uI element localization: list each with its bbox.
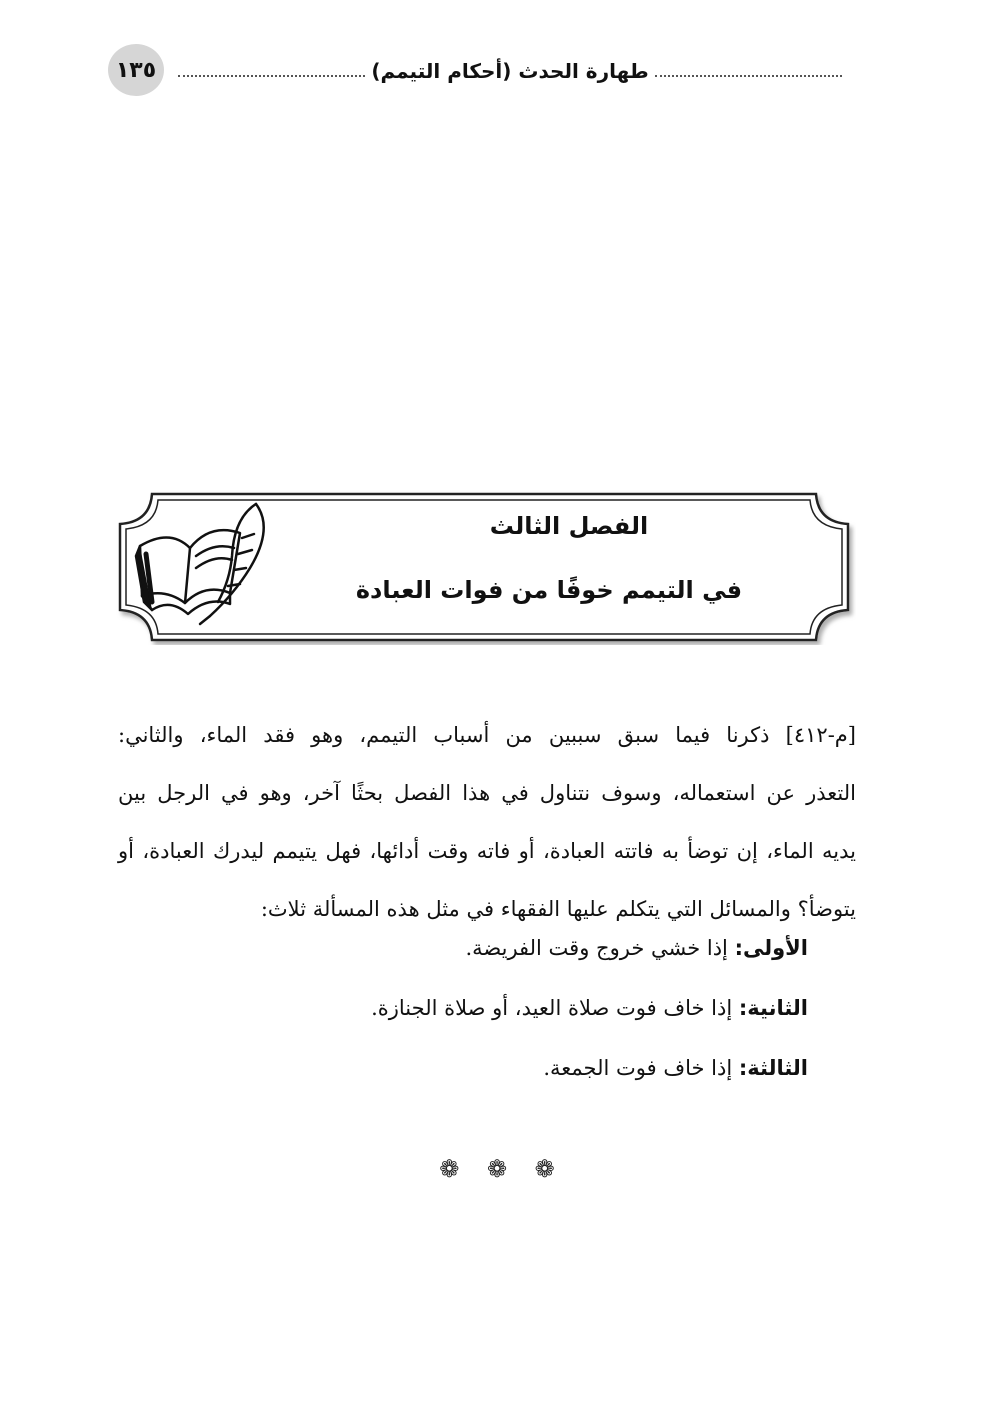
header-leader-dots [655, 75, 842, 77]
issue-text: إذا خشي خروج وقت الفريضة. [465, 936, 735, 960]
running-title: طهارة الحدث (أحكام التيمم) [371, 59, 649, 83]
issue-text: إذا خاف فوت صلاة العيد، أو صلاة الجنازة. [371, 996, 739, 1020]
body-paragraph [118, 706, 856, 938]
section-divider-ornament: ❁ ❁ ❁ [439, 1155, 565, 1183]
book-quill-icon [130, 498, 280, 628]
list-item [118, 1038, 808, 1098]
header-leader-dots [178, 75, 365, 77]
list-item [118, 918, 808, 978]
paragraph-line: يتوضأ؟ والمسائل التي يتكلم عليها الفقهاء في مثل هذه المسألة ثلاث: [260, 897, 856, 921]
chapter-subtitle: في التيمم خوفًا من فوات العبادة [355, 576, 743, 604]
issue-text: إذا خاف فوت الجمعة. [543, 1056, 739, 1080]
paragraph-line: [م-٤١٢] ذكرنا فيما سبق سببين من أسباب التيمم، وهو فقد الماء، والثاني: [118, 723, 856, 747]
list-item [118, 978, 808, 1038]
chapter-title: الفصل الثالث [489, 512, 649, 540]
issue-label: الثانية: [738, 996, 808, 1020]
chapter-heading-box [112, 490, 856, 645]
page-number: ١٣٥ [108, 44, 164, 96]
running-header [178, 56, 842, 86]
issue-label: الأولى: [734, 936, 808, 960]
issue-label: الثالثة: [738, 1056, 808, 1080]
paragraph-line: التعذر عن استعماله، وسوف نتناول في هذا الفصل بحثًا آخر، وهو في الرجل بين [118, 781, 856, 805]
paragraph-line: يديه الماء، إن توضأ به فاتته العبادة، أو فاته وقت أدائها، فهل يتيمم ليدرك العبادة، أو [118, 839, 856, 863]
issues-list [118, 918, 808, 1098]
